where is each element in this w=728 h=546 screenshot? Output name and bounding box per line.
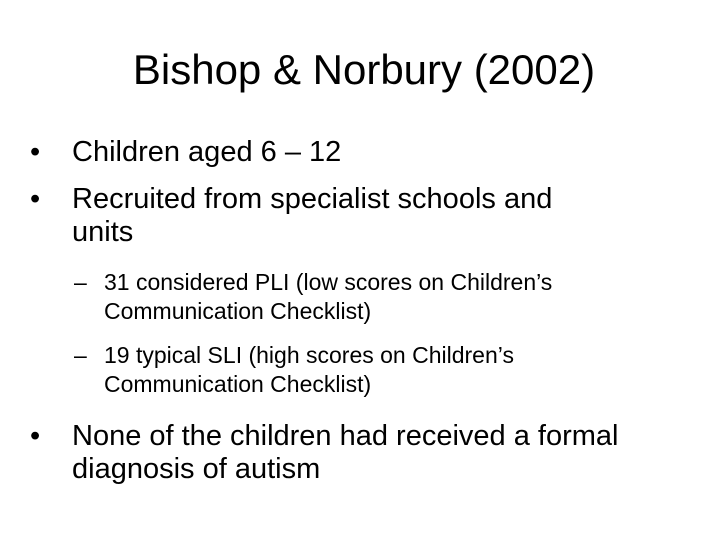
bullet-text-continued: diagnosis of autism	[72, 453, 321, 485]
bullet-dot-icon: •	[30, 183, 41, 215]
slide-title: Bishop & Norbury (2002)	[132, 46, 596, 93]
dash-icon: –	[74, 269, 87, 295]
dash-icon: –	[74, 342, 87, 368]
bullet-text-continued: units	[72, 216, 134, 248]
sub-bullet-item-pli	[74, 268, 553, 326]
bullet-dot-icon: •	[30, 420, 41, 452]
sub-bullet-text-continued: Communication Checklist)	[104, 298, 372, 324]
bullet-text: Children aged 6 – 12	[72, 136, 342, 168]
sub-bullet-text: 31 considered PLI (low scores on Children’s	[104, 269, 553, 295]
bullet-item-age	[30, 136, 342, 169]
bullet-dot-icon: •	[30, 136, 41, 168]
bullet-text: None of the children had received a formal	[72, 420, 619, 452]
sub-bullet-text-continued: Communication Checklist)	[104, 371, 372, 397]
sub-bullet-text: 19 typical SLI (high scores on Children’s	[104, 342, 514, 368]
bullet-item-diagnosis	[30, 420, 619, 486]
bullet-text: Recruited from specialist schools and	[72, 183, 553, 215]
sub-bullet-item-sli	[74, 341, 514, 399]
bullet-item-recruited	[30, 183, 553, 249]
